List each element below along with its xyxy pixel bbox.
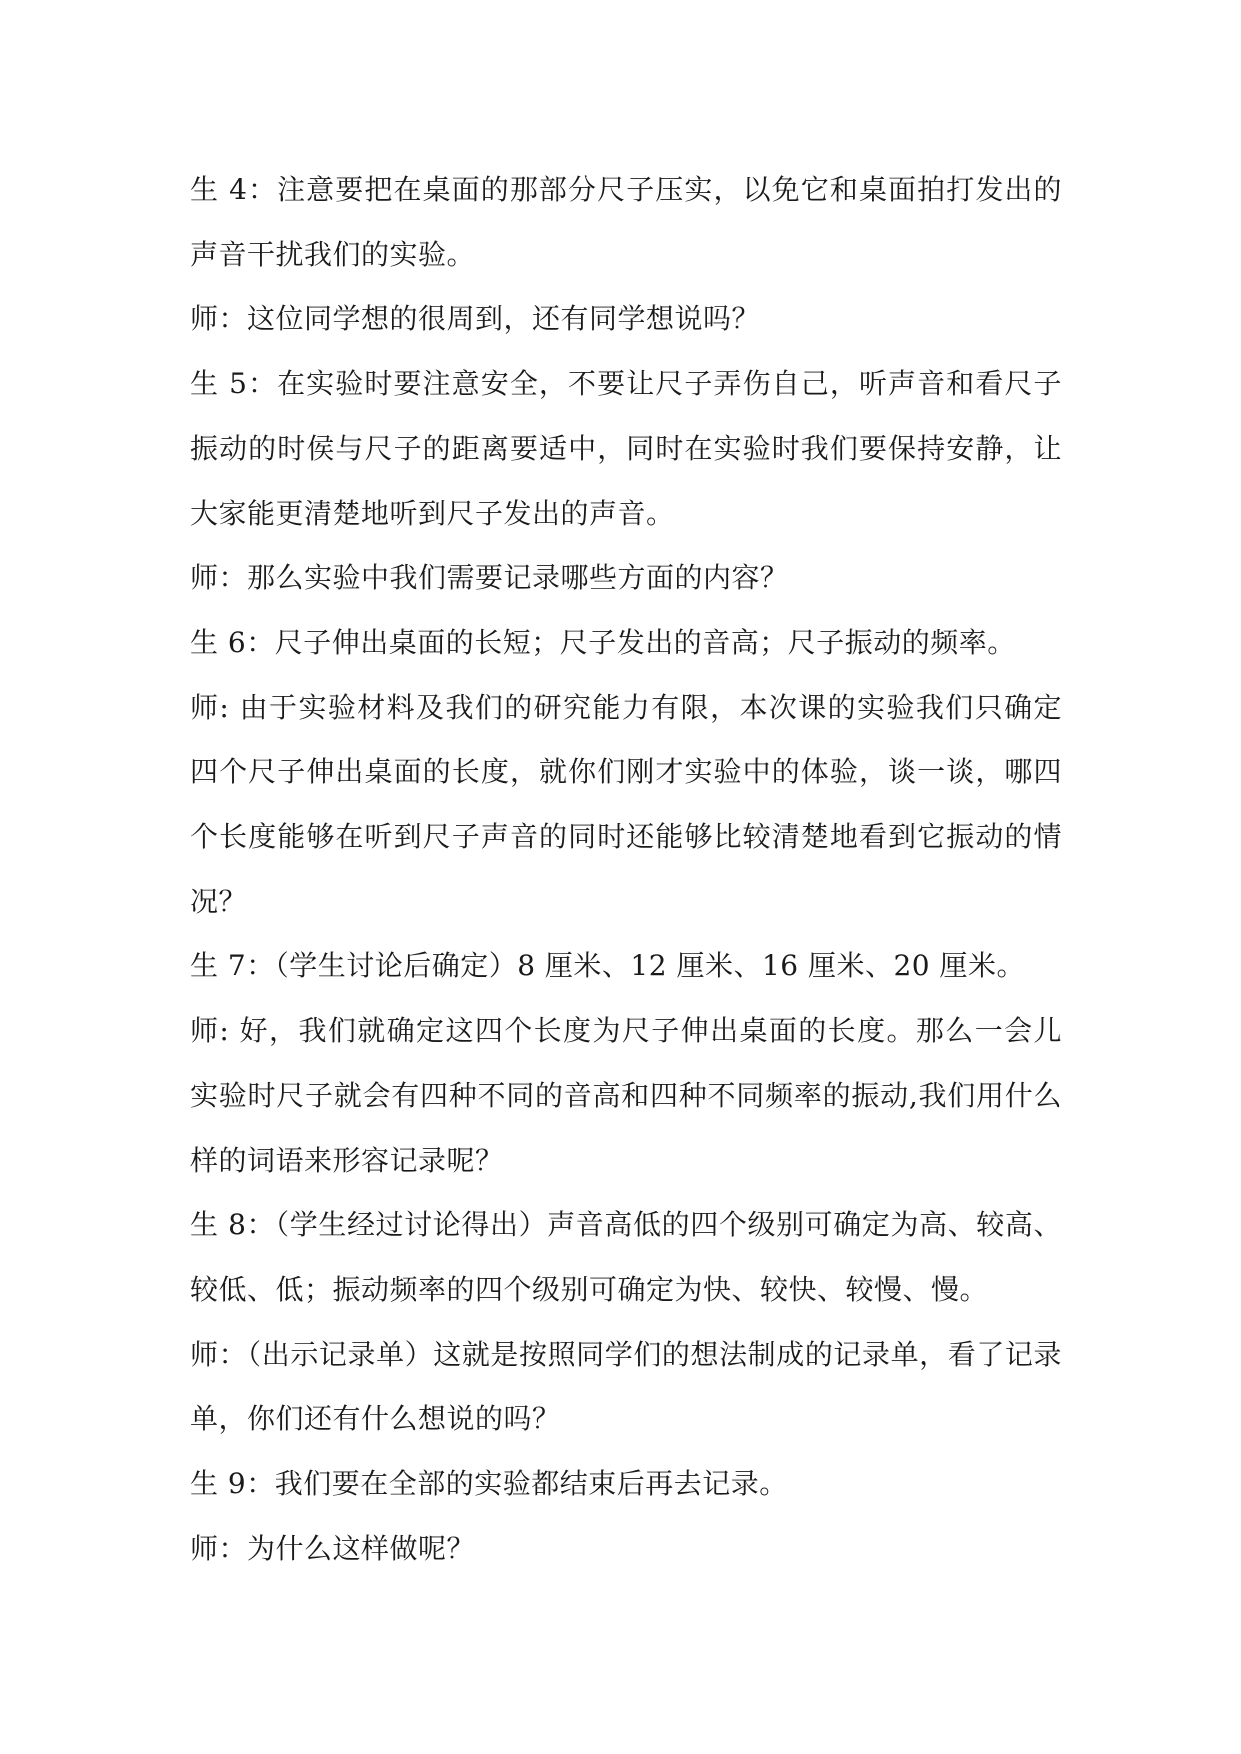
paragraph-student-8: 生 8：（学生经过讨论得出）声音高低的四个级别可确定为高、较高、较低、低；振动频率的四个级别可确定为快、较快、较慢、慢。	[190, 1208, 1062, 1306]
paragraph-student-9: 生 9：我们要在全部的实验都结束后再去记录。	[190, 1467, 788, 1501]
paragraph-teacher-5: 师：（出示记录单）这就是按照同学们的想法制成的记录单，看了记录单，你们还有什么想说的吗？	[190, 1337, 1062, 1436]
paragraph-teacher-3: 师: 由于实验材料及我们的研究能力有限，本次课的实验我们只确定四个尺子伸出桌面的长度，就你们刚才实验中的体验，谈一谈，哪四个长度能够在听到尺子声音的同时还能够比较清楚地看到它振动的情况？	[190, 690, 1062, 918]
paragraph-student-5: 生 5：在实验时要注意安全，不要让尺子弄伤自己，听声音和看尺子振动的时侯与尺子的距离要适中，同时在实验时我们要保持安静，让大家能更清楚地听到尺子发出的声音。	[190, 367, 1062, 530]
paragraph-teacher-1: 师：这位同学想的很周到，还有同学想说吗？	[190, 302, 761, 336]
paragraph-student-6: 生 6：尺子伸出桌面的长短；尺子发出的音高；尺子振动的频率。	[190, 625, 1016, 659]
paragraph-teacher-6: 师：为什么这样做呢？	[190, 1531, 476, 1565]
paragraph-teacher-2: 师：那么实验中我们需要记录哪些方面的内容？	[190, 561, 789, 595]
document-body	[190, 158, 1062, 1581]
paragraph-student-4: 生 4：注意要把在桌面的那部分尺子压实，以免它和桌面拍打发出的声音干扰我们的实验。	[190, 173, 1062, 271]
paragraph-teacher-4: 师: 好，我们就确定这四个长度为尺子伸出桌面的长度。那么一会儿实验时尺子就会有四种不同的音高和四种不同频率的振动,我们用什么样的词语来形容记录呢？	[190, 1014, 1062, 1177]
paragraph-student-7: 生 7：（学生讨论后确定）8 厘米、12 厘米、16 厘米、20 厘米。	[190, 949, 1026, 983]
